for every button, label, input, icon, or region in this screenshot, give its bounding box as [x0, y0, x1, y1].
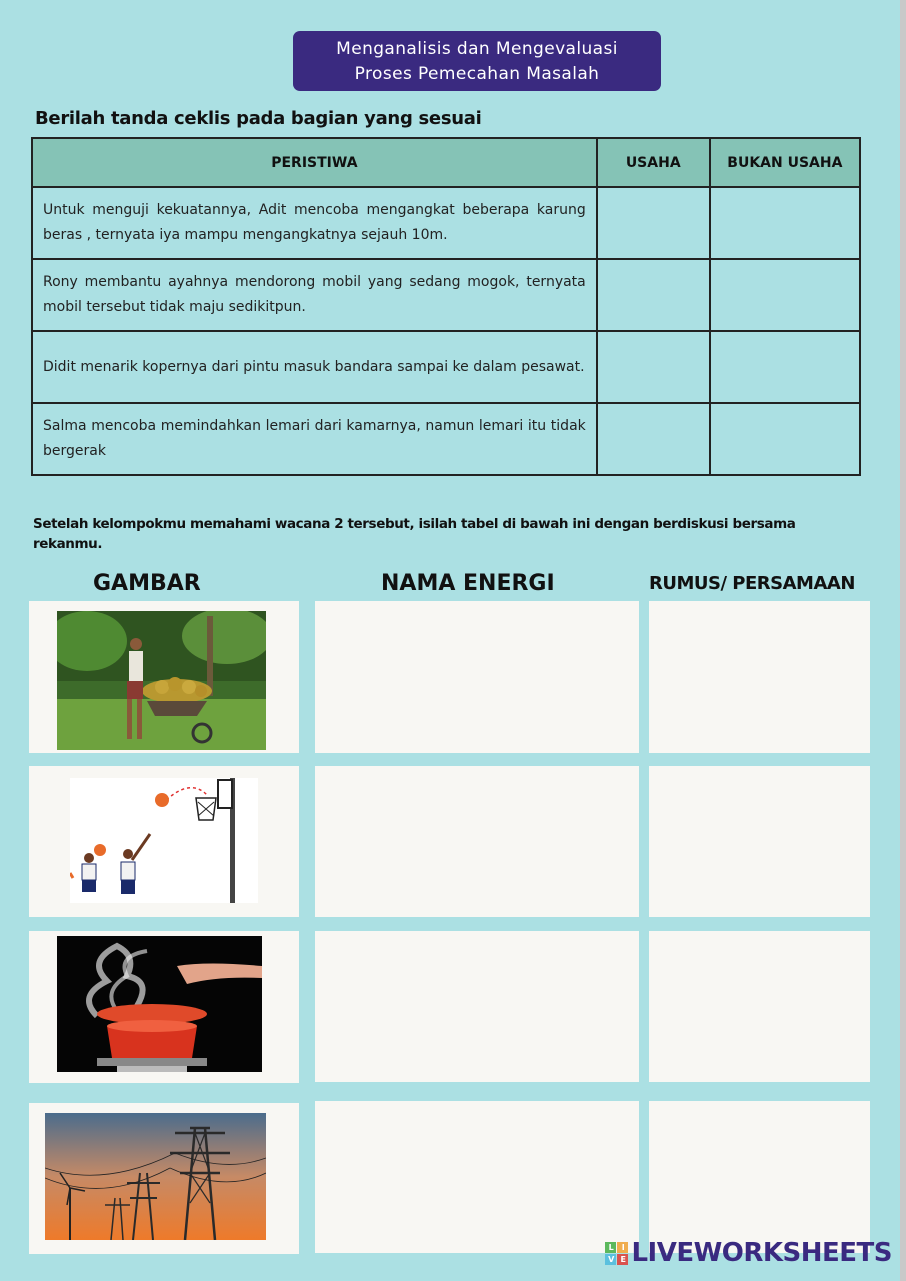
rumus-input[interactable]: [649, 601, 870, 753]
checklist-table: [31, 137, 861, 476]
check-bukan-usaha-cell[interactable]: [710, 331, 860, 403]
instruction-checklist: Berilah tanda ceklis pada bagian yang sesuai: [35, 108, 482, 129]
event-text: Didit menarik kopernya dari pintu masuk bandara sampai ke dalam pesawat.: [32, 331, 597, 403]
event-text: Rony membantu ayahnya mendorong mobil yang sedang mogok, ternyata mobil tersebut tidak maju sedikitpun.: [32, 259, 597, 331]
check-bukan-usaha-cell[interactable]: [710, 259, 860, 331]
basketball-shot-illustration: [70, 778, 258, 903]
title-box: [293, 31, 661, 91]
check-usaha-cell[interactable]: [597, 331, 710, 403]
steaming-pot-photo: [57, 936, 262, 1072]
rumus-input[interactable]: [649, 766, 870, 917]
header-nama-energi: NAMA ENERGI: [381, 571, 555, 596]
header-bukan-usaha: BUKAN USAHA: [710, 138, 860, 187]
nama-energi-input[interactable]: [315, 766, 639, 917]
watermark-text: LIVEWORKSHEETS: [631, 1238, 892, 1268]
event-text: Salma mencoba memindahkan lemari dari kamarnya, namun lemari itu tidak bergerak: [32, 403, 597, 475]
check-usaha-cell[interactable]: [597, 187, 710, 259]
nama-energi-input[interactable]: [315, 1101, 639, 1253]
checklist-header-row: [32, 138, 860, 187]
nama-energi-input[interactable]: [315, 931, 639, 1082]
table-row: [32, 403, 860, 475]
check-bukan-usaha-cell[interactable]: [710, 403, 860, 475]
table-row: [32, 187, 860, 259]
table-row: [32, 331, 860, 403]
power-lines-sunset-photo: [45, 1113, 266, 1240]
rumus-input[interactable]: [649, 931, 870, 1082]
check-usaha-cell[interactable]: [597, 259, 710, 331]
event-text: Untuk menguji kekuatannya, Adit mencoba mengangkat beberapa karung beras , ternyata iya mampu mengangkatnya sejauh 10m.: [32, 187, 597, 259]
header-usaha: USAHA: [597, 138, 710, 187]
header-rumus: RUMUS/ PERSAMAAN: [649, 573, 855, 594]
check-bukan-usaha-cell[interactable]: [710, 187, 860, 259]
title-line-1: Menganalisis dan Mengevaluasi: [336, 39, 618, 59]
instruction-energy-table: Setelah kelompokmu memahami wacana 2 tersebut, isilah tabel di bawah ini dengan berdiskusi bersama rekanmu.: [33, 516, 796, 552]
title-line-2: Proses Pemecahan Masalah: [354, 64, 600, 84]
liveworksheets-logo: L I V E: [605, 1242, 628, 1265]
rumus-input[interactable]: [649, 1101, 870, 1253]
nama-energi-input[interactable]: [315, 601, 639, 753]
header-peristiwa: PERISTIWA: [32, 138, 597, 187]
wheelbarrow-coconuts-photo: [57, 611, 266, 750]
check-usaha-cell[interactable]: [597, 403, 710, 475]
liveworksheets-watermark: [605, 1238, 892, 1268]
page-edge: [900, 0, 906, 1281]
header-gambar: GAMBAR: [93, 571, 201, 596]
table-row: [32, 259, 860, 331]
